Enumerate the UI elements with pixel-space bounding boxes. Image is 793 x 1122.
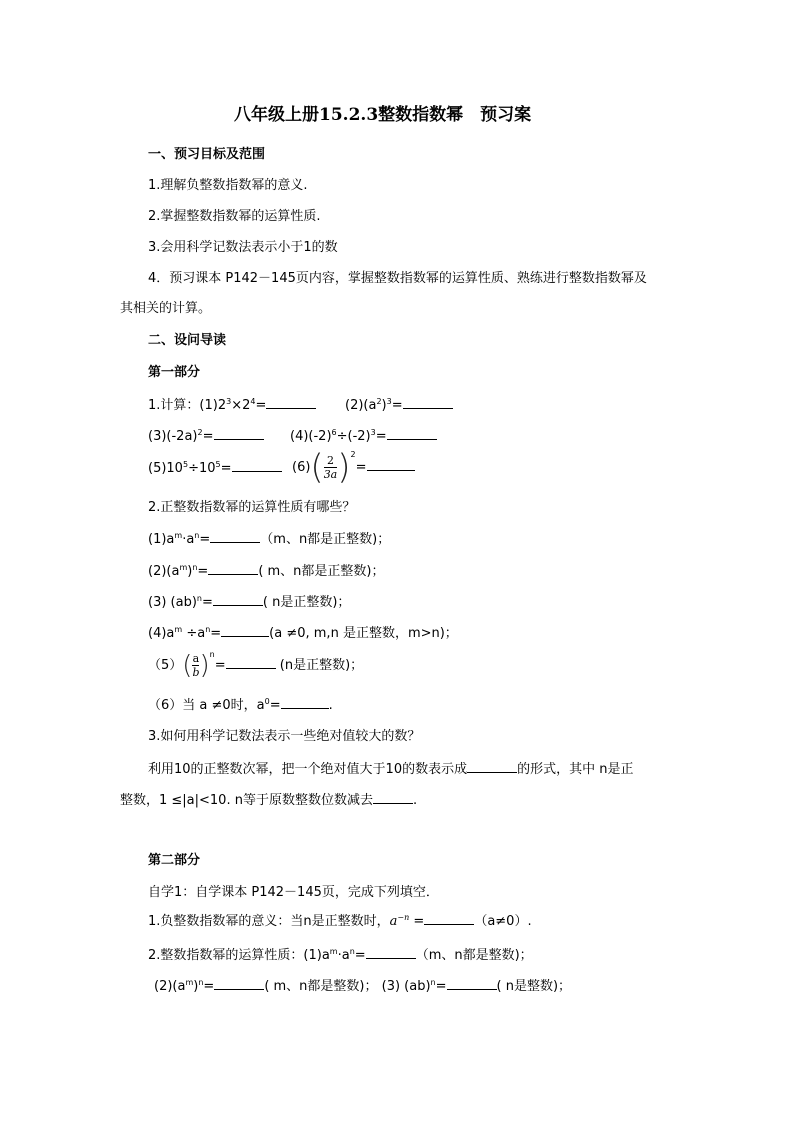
answer-blank-1[interactable] <box>266 396 316 409</box>
answer-blank-6[interactable] <box>367 458 415 471</box>
question-3: 3.如何用科学记数法表示一些绝对值较大的数？ <box>148 729 421 744</box>
answer-blank-9[interactable] <box>213 593 263 606</box>
answer-blank-3[interactable] <box>214 427 264 440</box>
question-3-line-2: 整数，1 ≤|a|<10. n等于原数整数位数减去 . <box>120 793 418 808</box>
objective-4-cont: 其相关的计算。 <box>120 301 212 316</box>
answer-blank-8[interactable] <box>208 562 258 575</box>
answer-blank-12[interactable] <box>281 696 329 709</box>
question-2: 2.正整数指数幂的运算性质有哪些？ <box>148 500 356 515</box>
answer-blank-2[interactable] <box>403 396 453 409</box>
left-paren-icon: ( <box>310 447 324 488</box>
objective-2: 2.掌握整数指数幂的运算性质. <box>148 209 321 224</box>
q1-item-5: $(5)10^5\div 10^5=$ <box>148 459 282 478</box>
question-3-line-1: 利用10的正整数次幂，把一个绝对值大于10的数表示成 的形式，其中 n是正 <box>148 762 634 777</box>
q1-prefix: 1.计算： <box>148 398 200 413</box>
part-1-heading: 第一部分 <box>148 365 201 380</box>
property-2: $(2)(a^m)^n=$ ( m、n都是正整数)； <box>148 563 385 579</box>
objective-3: 3.会用科学记数法表示小于1的数 <box>148 240 338 255</box>
answer-blank-13[interactable] <box>467 760 517 773</box>
answer-blank-15[interactable] <box>424 912 474 925</box>
answer-blank-10[interactable] <box>221 624 269 637</box>
answer-blank-17[interactable] <box>214 977 264 990</box>
answer-blank-7[interactable] <box>210 530 260 543</box>
property-4: $(4)a^m \div a^n= (a \ne 0$, m,n 是正整数，m>n)； <box>148 625 458 641</box>
objective-4: 4．预习课本 P142－145页内容，掌握整数指数幂的运算性质、熟练进行整数指数幂及 <box>148 271 647 286</box>
property-5: （5）( $\frac{a}{b}$ )$^n$= (n是正整数)； <box>148 650 364 681</box>
answer-blank-4[interactable] <box>387 427 437 440</box>
section-2-heading: 二、设问导读 <box>148 333 227 348</box>
q1-item-2: $(2)(a^2)^3=$ <box>345 396 453 415</box>
q1-row-1: 1.计算：$(1)2^3\times 2^4=$ <box>148 396 316 415</box>
section-1-heading: 一、预习目标及范围 <box>148 147 266 162</box>
property-6: （6）当 a ≠0时，$a^0=$ . <box>148 697 333 713</box>
objective-1: 1.理解负整数指数幂的意义. <box>148 178 308 193</box>
answer-blank-18[interactable] <box>447 977 497 990</box>
property-3: (3) (ab)$^n$= ( n是正整数)； <box>148 594 351 610</box>
fraction-a-over-b: $\frac{a}{b}$ <box>192 652 200 679</box>
integer-exponent-property-1: 2.整数指数幂的运算性质：$(1)a^m\cdot a^n= (m$、n都是整数)； <box>148 947 533 963</box>
part-2-heading: 第二部分 <box>148 853 201 868</box>
q1-item-6: (6)( $\frac{2}{3a}$ )$^2$= <box>292 449 415 487</box>
answer-blank-16[interactable] <box>366 946 416 959</box>
left-paren-icon: ( <box>182 650 193 681</box>
q1-item-4: $(4)(-2)^6\div(-2)^3=$ <box>290 427 437 446</box>
right-paren-icon: ) <box>337 447 351 488</box>
answer-blank-14[interactable] <box>373 791 413 804</box>
integer-exponent-property-2-3: $(2)(a^m)^n=$ ( m、n都是整数)； (3) (ab)$^n$= ( n是整数)； <box>154 978 572 994</box>
fraction-2-over-3a: $\frac{2}{3a}$ <box>323 454 338 481</box>
answer-blank-11[interactable] <box>226 656 276 669</box>
self-study-intro: 自学1：自学课本 P142－145页，完成下列填空． <box>148 885 439 900</box>
q1-item-3: $(3)(-2a)^2=$ <box>148 427 264 446</box>
negative-exponent-meaning: 1.负整数指数幂的意义：当n是正整数时，$a^{-n} = (a\ne 0)$. <box>148 913 532 929</box>
answer-blank-5[interactable] <box>232 459 282 472</box>
page-title: 八年级上册15.2.3整数指数幂 预习案 <box>234 105 532 125</box>
right-paren-icon: ) <box>199 650 210 681</box>
property-1: $(1)a^m\cdot a^n= (m$、n都是正整数)； <box>148 531 391 547</box>
